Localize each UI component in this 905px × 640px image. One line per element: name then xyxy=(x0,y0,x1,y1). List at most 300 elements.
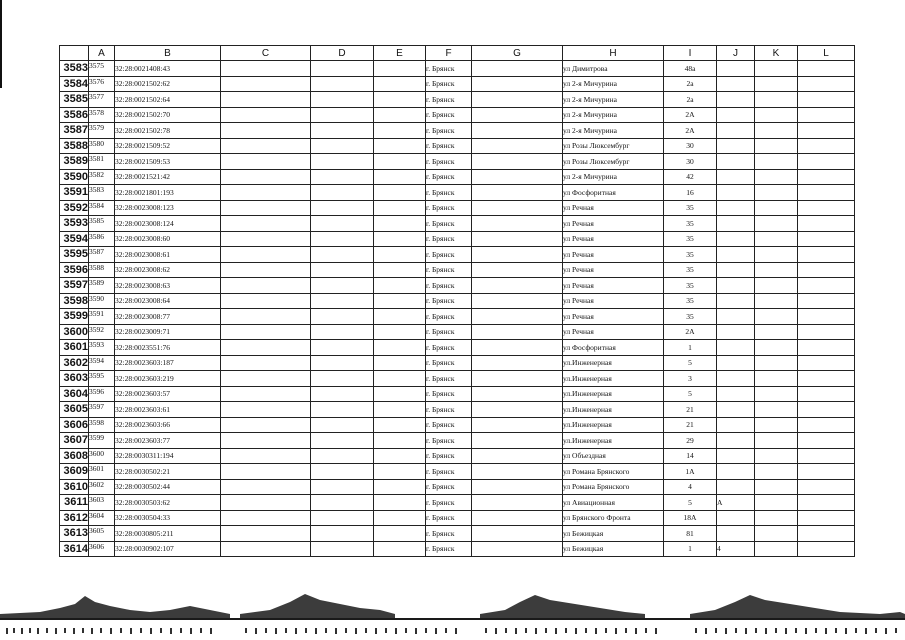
cell-i: 16 xyxy=(664,185,717,201)
cell-b: 32:28:0030503:62 xyxy=(115,495,221,511)
cell-empty xyxy=(472,448,563,464)
cell-empty xyxy=(472,309,563,325)
cell-empty xyxy=(472,92,563,108)
cell-b: 32:28:0023009:71 xyxy=(115,324,221,340)
cell-b: 32:28:0023008:61 xyxy=(115,247,221,263)
cell-empty xyxy=(374,92,426,108)
cell-empty xyxy=(798,526,855,542)
cell-empty xyxy=(755,448,798,464)
table-row xyxy=(60,340,855,356)
cell-empty xyxy=(374,278,426,294)
cell-i: 21 xyxy=(664,417,717,433)
cell-i: 3 xyxy=(664,371,717,387)
cell-i: 18А xyxy=(664,510,717,526)
cell-empty xyxy=(311,340,374,356)
table-row xyxy=(60,138,855,154)
cell-empty xyxy=(755,185,798,201)
cell-empty xyxy=(472,154,563,170)
cell-i: 2а xyxy=(664,76,717,92)
cell-empty xyxy=(221,123,311,139)
cell-f: г. Брянск xyxy=(426,495,472,511)
cell-empty xyxy=(798,448,855,464)
cell-f: г. Брянск xyxy=(426,433,472,449)
cell-h: ул Брянского Фронта xyxy=(563,510,664,526)
cell-f: г. Брянск xyxy=(426,479,472,495)
cell-empty xyxy=(311,154,374,170)
cell-i: 35 xyxy=(664,247,717,263)
cell-a: 3598 xyxy=(89,417,115,433)
cell-empty xyxy=(798,61,855,77)
cell-empty xyxy=(374,185,426,201)
cell-f: г. Брянск xyxy=(426,200,472,216)
cell-empty xyxy=(472,293,563,309)
cell-empty xyxy=(755,92,798,108)
cell-empty xyxy=(472,138,563,154)
cell-i: 5 xyxy=(664,355,717,371)
column-header-e: E xyxy=(374,46,426,61)
row-number: 3587 xyxy=(60,123,89,139)
cell-a: 3589 xyxy=(89,278,115,294)
cell-empty xyxy=(755,479,798,495)
cell-empty xyxy=(311,185,374,201)
cell-empty xyxy=(221,278,311,294)
row-number: 3589 xyxy=(60,154,89,170)
cell-empty xyxy=(755,324,798,340)
cell-a: 3595 xyxy=(89,371,115,387)
cell-empty xyxy=(221,417,311,433)
cell-empty xyxy=(374,526,426,542)
cell-empty xyxy=(798,541,855,557)
row-number: 3609 xyxy=(60,464,89,480)
cell-h: ул Речная xyxy=(563,231,664,247)
cell-empty xyxy=(755,262,798,278)
cell-empty xyxy=(798,169,855,185)
cell-empty xyxy=(374,138,426,154)
cell-empty xyxy=(798,402,855,418)
cell-f: г. Брянск xyxy=(426,216,472,232)
cell-empty xyxy=(221,262,311,278)
cell-i: 2А xyxy=(664,123,717,139)
cell-empty xyxy=(798,278,855,294)
table-row xyxy=(60,231,855,247)
cell-empty xyxy=(311,278,374,294)
row-number: 3595 xyxy=(60,247,89,263)
cell-f: г. Брянск xyxy=(426,61,472,77)
cell-empty xyxy=(472,464,563,480)
cell-f: г. Брянск xyxy=(426,247,472,263)
cell-empty xyxy=(221,433,311,449)
cell-empty xyxy=(311,448,374,464)
cell-b: 32:28:0030502:21 xyxy=(115,464,221,480)
cell-a: 3593 xyxy=(89,340,115,356)
row-number: 3584 xyxy=(60,76,89,92)
cell-empty xyxy=(755,123,798,139)
cell-b: 32:28:0023008:60 xyxy=(115,231,221,247)
cell-j xyxy=(717,107,755,123)
cell-j xyxy=(717,61,755,77)
cell-empty xyxy=(221,154,311,170)
cell-empty xyxy=(755,216,798,232)
cell-empty xyxy=(755,402,798,418)
cell-empty xyxy=(374,402,426,418)
table-row xyxy=(60,309,855,325)
cell-empty xyxy=(472,402,563,418)
cell-empty xyxy=(798,479,855,495)
cell-j xyxy=(717,216,755,232)
row-number: 3585 xyxy=(60,92,89,108)
cell-h: ул Речная xyxy=(563,278,664,294)
table-row xyxy=(60,402,855,418)
cell-b: 32:28:0023603:77 xyxy=(115,433,221,449)
cell-i: 1 xyxy=(664,340,717,356)
cell-f: г. Брянск xyxy=(426,138,472,154)
table-row xyxy=(60,495,855,511)
cell-empty xyxy=(472,541,563,557)
cell-h: ул.Инженерная xyxy=(563,433,664,449)
cell-h: ул Розы Люксембург xyxy=(563,154,664,170)
column-header-a: A xyxy=(89,46,115,61)
cell-empty xyxy=(374,448,426,464)
cell-a: 3586 xyxy=(89,231,115,247)
column-header-k: K xyxy=(755,46,798,61)
cell-j xyxy=(717,433,755,449)
cell-empty xyxy=(374,309,426,325)
cell-i: 42 xyxy=(664,169,717,185)
cell-a: 3580 xyxy=(89,138,115,154)
cell-b: 32:28:0023008:64 xyxy=(115,293,221,309)
cell-empty xyxy=(221,371,311,387)
cell-empty xyxy=(472,386,563,402)
cell-empty xyxy=(798,154,855,170)
row-number: 3598 xyxy=(60,293,89,309)
cell-empty xyxy=(374,247,426,263)
cell-empty xyxy=(221,340,311,356)
cell-empty xyxy=(311,200,374,216)
cell-b: 32:28:0023603:187 xyxy=(115,355,221,371)
cell-a: 3600 xyxy=(89,448,115,464)
cell-empty xyxy=(311,92,374,108)
cell-b: 32:28:0021408:43 xyxy=(115,61,221,77)
cell-empty xyxy=(798,464,855,480)
cell-empty xyxy=(374,433,426,449)
cell-empty xyxy=(221,541,311,557)
cell-a: 3581 xyxy=(89,154,115,170)
row-number: 3614 xyxy=(60,541,89,557)
cell-f: г. Брянск xyxy=(426,510,472,526)
cell-empty xyxy=(798,386,855,402)
cell-empty xyxy=(311,355,374,371)
cell-b: 32:28:0021502:70 xyxy=(115,107,221,123)
cell-i: 5 xyxy=(664,495,717,511)
cell-b: 32:28:0021502:64 xyxy=(115,92,221,108)
cell-i: 48а xyxy=(664,61,717,77)
cell-f: г. Брянск xyxy=(426,324,472,340)
cell-j xyxy=(717,247,755,263)
row-number: 3613 xyxy=(60,526,89,542)
cell-a: 3601 xyxy=(89,464,115,480)
row-number: 3586 xyxy=(60,107,89,123)
cell-j xyxy=(717,154,755,170)
cell-empty xyxy=(755,464,798,480)
cell-empty xyxy=(374,510,426,526)
cell-f: г. Брянск xyxy=(426,76,472,92)
cell-empty xyxy=(755,433,798,449)
cell-a: 3591 xyxy=(89,309,115,325)
cell-a: 3606 xyxy=(89,541,115,557)
table-row xyxy=(60,433,855,449)
cell-empty xyxy=(755,495,798,511)
cell-empty xyxy=(472,278,563,294)
cell-empty xyxy=(221,309,311,325)
cell-h: ул Димитрова xyxy=(563,61,664,77)
cell-i: 1 xyxy=(664,541,717,557)
cell-empty xyxy=(374,107,426,123)
cell-a: 3599 xyxy=(89,433,115,449)
cell-f: г. Брянск xyxy=(426,309,472,325)
cell-b: 32:28:0030311:194 xyxy=(115,448,221,464)
cell-f: г. Брянск xyxy=(426,448,472,464)
cell-empty xyxy=(472,417,563,433)
cell-empty xyxy=(221,526,311,542)
cell-a: 3603 xyxy=(89,495,115,511)
cell-empty xyxy=(374,262,426,278)
cell-h: ул Фосфоритная xyxy=(563,185,664,201)
cell-empty xyxy=(311,526,374,542)
cell-empty xyxy=(472,371,563,387)
table-row xyxy=(60,371,855,387)
cell-a: 3584 xyxy=(89,200,115,216)
cell-empty xyxy=(221,76,311,92)
row-number: 3611 xyxy=(60,495,89,511)
cell-empty xyxy=(374,216,426,232)
cell-empty xyxy=(374,231,426,247)
cell-empty xyxy=(221,231,311,247)
table-row xyxy=(60,123,855,139)
table-row xyxy=(60,541,855,557)
cell-empty xyxy=(798,371,855,387)
cell-empty xyxy=(755,154,798,170)
cell-empty xyxy=(311,371,374,387)
cell-b: 32:28:0021502:78 xyxy=(115,123,221,139)
cell-i: 35 xyxy=(664,293,717,309)
row-number: 3592 xyxy=(60,200,89,216)
row-number: 3597 xyxy=(60,278,89,294)
cell-empty xyxy=(311,247,374,263)
cell-b: 32:28:0023008:124 xyxy=(115,216,221,232)
row-number: 3599 xyxy=(60,309,89,325)
cell-b: 32:28:0030504:33 xyxy=(115,510,221,526)
table-row xyxy=(60,293,855,309)
row-number: 3590 xyxy=(60,169,89,185)
cell-j xyxy=(717,510,755,526)
row-number: 3607 xyxy=(60,433,89,449)
cell-empty xyxy=(755,138,798,154)
cell-empty xyxy=(221,402,311,418)
cell-h: ул.Инженерная xyxy=(563,355,664,371)
cell-empty xyxy=(755,169,798,185)
cell-f: г. Брянск xyxy=(426,293,472,309)
cell-empty xyxy=(755,76,798,92)
cell-j xyxy=(717,340,755,356)
cell-empty xyxy=(221,479,311,495)
column-header-f: F xyxy=(426,46,472,61)
cell-empty xyxy=(221,61,311,77)
cell-empty xyxy=(311,138,374,154)
cell-f: г. Брянск xyxy=(426,231,472,247)
cell-a: 3579 xyxy=(89,123,115,139)
table-row xyxy=(60,61,855,77)
cell-b: 32:28:0021502:62 xyxy=(115,76,221,92)
cell-f: г. Брянск xyxy=(426,402,472,418)
cell-j xyxy=(717,448,755,464)
cell-empty xyxy=(311,123,374,139)
cell-empty xyxy=(755,309,798,325)
cell-empty xyxy=(798,76,855,92)
table-row xyxy=(60,464,855,480)
cell-i: 21 xyxy=(664,402,717,418)
cell-empty xyxy=(311,169,374,185)
cell-a: 3605 xyxy=(89,526,115,542)
cell-j xyxy=(717,464,755,480)
cell-empty xyxy=(755,386,798,402)
cell-empty xyxy=(374,479,426,495)
cell-empty xyxy=(755,200,798,216)
cell-empty xyxy=(221,324,311,340)
cell-j xyxy=(717,76,755,92)
cell-j xyxy=(717,402,755,418)
cell-a: 3587 xyxy=(89,247,115,263)
cell-empty xyxy=(755,417,798,433)
cell-b: 32:28:0030805:211 xyxy=(115,526,221,542)
cell-f: г. Брянск xyxy=(426,417,472,433)
cell-b: 32:28:0023603:219 xyxy=(115,371,221,387)
cell-empty xyxy=(472,123,563,139)
cell-empty xyxy=(472,231,563,247)
cell-empty xyxy=(311,541,374,557)
cell-j xyxy=(717,138,755,154)
cell-f: г. Брянск xyxy=(426,526,472,542)
cell-empty xyxy=(472,324,563,340)
row-number: 3612 xyxy=(60,510,89,526)
cell-j xyxy=(717,123,755,139)
cell-j xyxy=(717,185,755,201)
cell-i: 35 xyxy=(664,216,717,232)
cell-empty xyxy=(374,340,426,356)
row-number: 3610 xyxy=(60,479,89,495)
scan-noise-strip xyxy=(0,590,905,640)
cell-empty xyxy=(798,107,855,123)
cell-empty xyxy=(311,262,374,278)
table-body xyxy=(60,61,855,557)
cell-i: 2а xyxy=(664,92,717,108)
cell-empty xyxy=(374,355,426,371)
cell-empty xyxy=(472,107,563,123)
cell-h: ул 2-я Мичурина xyxy=(563,92,664,108)
cell-i: 1А xyxy=(664,464,717,480)
cell-empty xyxy=(798,123,855,139)
cell-i: 35 xyxy=(664,262,717,278)
column-header-d: D xyxy=(311,46,374,61)
table-row xyxy=(60,107,855,123)
row-number: 3593 xyxy=(60,216,89,232)
row-number: 3603 xyxy=(60,371,89,387)
cell-a: 3582 xyxy=(89,169,115,185)
cell-empty xyxy=(798,216,855,232)
cell-f: г. Брянск xyxy=(426,123,472,139)
cell-h: ул Речная xyxy=(563,200,664,216)
cell-empty xyxy=(472,247,563,263)
cell-b: 32:28:0021509:53 xyxy=(115,154,221,170)
cell-f: г. Брянск xyxy=(426,355,472,371)
cell-a: 3585 xyxy=(89,216,115,232)
cell-empty xyxy=(374,200,426,216)
column-header-b: B xyxy=(115,46,221,61)
table-row xyxy=(60,200,855,216)
table-row xyxy=(60,169,855,185)
cell-empty xyxy=(374,169,426,185)
cell-empty xyxy=(311,417,374,433)
cell-j xyxy=(717,200,755,216)
cell-b: 32:28:0023603:61 xyxy=(115,402,221,418)
cell-empty xyxy=(755,107,798,123)
cell-i: 35 xyxy=(664,278,717,294)
corner-header xyxy=(60,46,89,61)
cell-a: 3577 xyxy=(89,92,115,108)
cell-empty xyxy=(311,402,374,418)
cell-empty xyxy=(221,386,311,402)
cell-f: г. Брянск xyxy=(426,386,472,402)
cell-empty xyxy=(221,464,311,480)
cell-h: ул.Инженерная xyxy=(563,417,664,433)
cell-i: 2А xyxy=(664,324,717,340)
table-row xyxy=(60,154,855,170)
cell-empty xyxy=(311,495,374,511)
cell-h: ул 2-я Мичурина xyxy=(563,123,664,139)
cell-empty xyxy=(798,262,855,278)
cell-i: 81 xyxy=(664,526,717,542)
row-number: 3602 xyxy=(60,355,89,371)
cell-empty xyxy=(311,231,374,247)
cell-empty xyxy=(798,510,855,526)
cell-empty xyxy=(374,386,426,402)
cell-empty xyxy=(374,154,426,170)
cell-a: 3594 xyxy=(89,355,115,371)
column-header-g: G xyxy=(472,46,563,61)
cell-j xyxy=(717,479,755,495)
cell-h: ул 2-я Мичурина xyxy=(563,107,664,123)
table-row xyxy=(60,247,855,263)
cell-f: г. Брянск xyxy=(426,169,472,185)
cell-b: 32:28:0021521:42 xyxy=(115,169,221,185)
cell-empty xyxy=(472,185,563,201)
cell-j xyxy=(717,262,755,278)
cell-h: ул.Инженерная xyxy=(563,386,664,402)
cell-empty xyxy=(755,293,798,309)
cell-empty xyxy=(374,541,426,557)
column-header-j: J xyxy=(717,46,755,61)
cell-i: 29 xyxy=(664,433,717,449)
cell-h: ул 2-я Мичурина xyxy=(563,169,664,185)
cell-a: 3602 xyxy=(89,479,115,495)
cell-j xyxy=(717,386,755,402)
cell-empty xyxy=(755,61,798,77)
cell-empty xyxy=(311,61,374,77)
spreadsheet-table xyxy=(59,45,855,557)
cell-h: ул.Инженерная xyxy=(563,371,664,387)
cell-empty xyxy=(798,200,855,216)
cell-j xyxy=(717,371,755,387)
cell-empty xyxy=(221,169,311,185)
